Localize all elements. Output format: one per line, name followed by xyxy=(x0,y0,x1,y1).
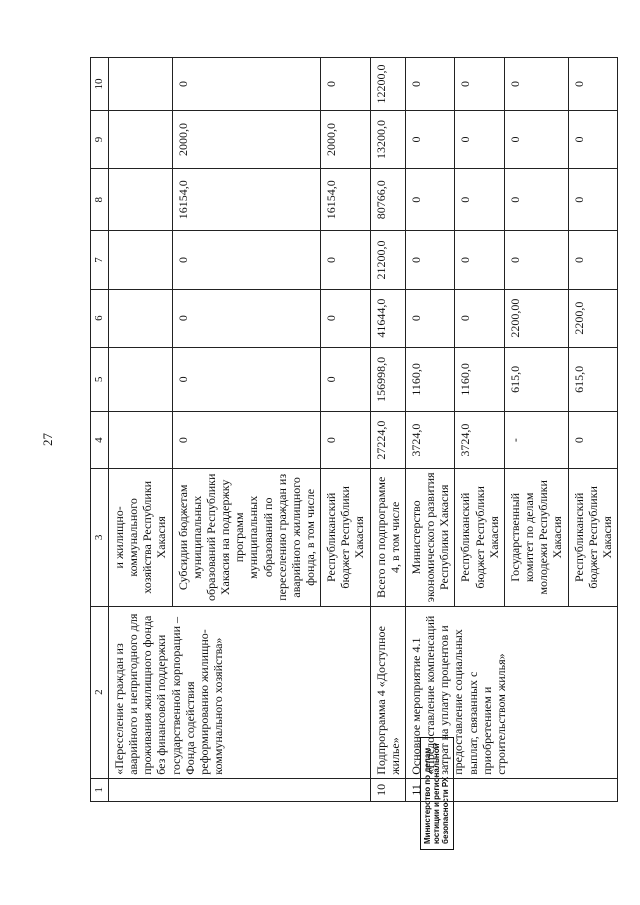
value-cell: 0 xyxy=(455,58,504,111)
funding-source-cell: и жилищно-коммунального хозяйства Республики Хакасия xyxy=(108,469,172,606)
value-cell xyxy=(108,169,172,231)
funding-source-cell: Республиканский бюджет Республики Хакасия xyxy=(321,469,370,606)
header-cell: 6 xyxy=(91,289,109,347)
value-cell: 0 xyxy=(504,231,568,289)
table-header-row xyxy=(91,58,109,802)
value-cell: 0 xyxy=(172,231,321,289)
funding-source-cell: Государственный комитет по делам молодежи Республики Хакасия xyxy=(504,469,568,606)
header-cell: 3 xyxy=(91,469,109,606)
header-cell: 1 xyxy=(91,778,109,801)
value-cell: 2000,0 xyxy=(321,110,370,168)
program-name-cell: Основное мероприятие 4.1 «Предоставление компенсаций затрат на уплату процентов и предоставление социальных выплат, связанных с приобретением и строительством жилья» xyxy=(405,606,617,778)
value-cell: 0 xyxy=(405,110,454,168)
header-cell: 5 xyxy=(91,347,109,411)
value-cell: 3724,0 xyxy=(405,412,454,469)
value-cell: 615,0 xyxy=(568,347,617,411)
table-row xyxy=(108,58,172,802)
row-number-cell: 10 xyxy=(370,778,405,801)
stamp-line: Министерство по делам xyxy=(423,747,432,844)
funding-source-cell: Республиканский бюджет Республики Хакасия xyxy=(455,469,504,606)
value-cell: 16154,0 xyxy=(321,169,370,231)
funding-source-cell: Республиканский бюджет Республики Хакасия xyxy=(568,469,617,606)
value-cell xyxy=(108,58,172,111)
value-cell: 0 xyxy=(568,58,617,111)
table-row xyxy=(370,58,405,802)
value-cell: 0 xyxy=(321,412,370,469)
program-name-cell: «Переселение граждан из аварийного и непригодного для проживания жилищного фонда без финансовой поддержки государственной корпорации – Фонда содействия реформированию жилищно-коммунального хозяйства» xyxy=(108,606,370,778)
header-cell: 2 xyxy=(91,606,109,778)
row-number-cell xyxy=(108,778,370,801)
funding-source-cell: Всего по подпрограмме 4, в том числе xyxy=(370,469,405,606)
value-cell: 156998,0 xyxy=(370,347,405,411)
value-cell: 80766,0 xyxy=(370,169,405,231)
value-cell: 0 xyxy=(504,110,568,168)
stamp-line: безопасности РХ xyxy=(441,776,451,844)
value-cell: 0 xyxy=(405,289,454,347)
value-cell: 0 xyxy=(455,169,504,231)
table-body xyxy=(91,58,618,802)
value-cell: 0 xyxy=(568,110,617,168)
header-cell: 10 xyxy=(91,58,109,111)
funding-source-cell: Министерство экономического развития Республики Хакасия xyxy=(405,469,454,606)
value-cell: 0 xyxy=(172,347,321,411)
page-number: 27 xyxy=(40,433,55,446)
value-cell: 0 xyxy=(321,231,370,289)
value-cell: 0 xyxy=(455,110,504,168)
header-cell: 9 xyxy=(91,110,109,168)
header-cell: 8 xyxy=(91,169,109,231)
value-cell: 1160,0 xyxy=(455,347,504,411)
budget-table xyxy=(90,57,618,802)
value-cell: 0 xyxy=(455,289,504,347)
funding-source-cell: Субсидии бюджетам муниципальных образований Республики Хакасия на поддержку программ муниципальных образований по переселению граждан из аварийного жилищного фонда, в том числе xyxy=(172,469,321,606)
value-cell: 0 xyxy=(172,412,321,469)
value-cell xyxy=(108,347,172,411)
value-cell: 0 xyxy=(568,231,617,289)
value-cell: - xyxy=(504,412,568,469)
value-cell xyxy=(108,289,172,347)
value-cell: 0 xyxy=(568,169,617,231)
value-cell: 12200,0 xyxy=(370,58,405,111)
stamp-line: юстиции и региональной xyxy=(432,743,442,844)
table-row xyxy=(405,58,454,802)
row-number-cell: 11 xyxy=(405,778,617,801)
value-cell: 2000,0 xyxy=(172,110,321,168)
value-cell: 2200,00 xyxy=(504,289,568,347)
value-cell: 0 xyxy=(455,231,504,289)
value-cell: 27224,0 xyxy=(370,412,405,469)
value-cell: 1160,0 xyxy=(405,347,454,411)
value-cell: 16154,0 xyxy=(172,169,321,231)
value-cell: 13200,0 xyxy=(370,110,405,168)
value-cell: 0 xyxy=(321,58,370,111)
value-cell: 0 xyxy=(504,169,568,231)
value-cell: 0 xyxy=(321,289,370,347)
value-cell: 0 xyxy=(405,231,454,289)
value-cell: 0 xyxy=(504,58,568,111)
value-cell: 41644,0 xyxy=(370,289,405,347)
value-cell: 0 xyxy=(172,58,321,111)
value-cell: 0 xyxy=(172,289,321,347)
value-cell: 0 xyxy=(405,58,454,111)
value-cell xyxy=(108,110,172,168)
value-cell: 3724,0 xyxy=(455,412,504,469)
value-cell xyxy=(108,231,172,289)
value-cell: 0 xyxy=(568,412,617,469)
value-cell xyxy=(108,412,172,469)
value-cell: 0 xyxy=(321,347,370,411)
program-name-cell: Подпрограмма 4 «Доступное жилье» xyxy=(370,606,405,778)
value-cell: 2200,0 xyxy=(568,289,617,347)
value-cell: 615,0 xyxy=(504,347,568,411)
value-cell: 0 xyxy=(405,169,454,231)
value-cell: 21200,0 xyxy=(370,231,405,289)
header-cell: 7 xyxy=(91,231,109,289)
header-cell: 4 xyxy=(91,412,109,469)
